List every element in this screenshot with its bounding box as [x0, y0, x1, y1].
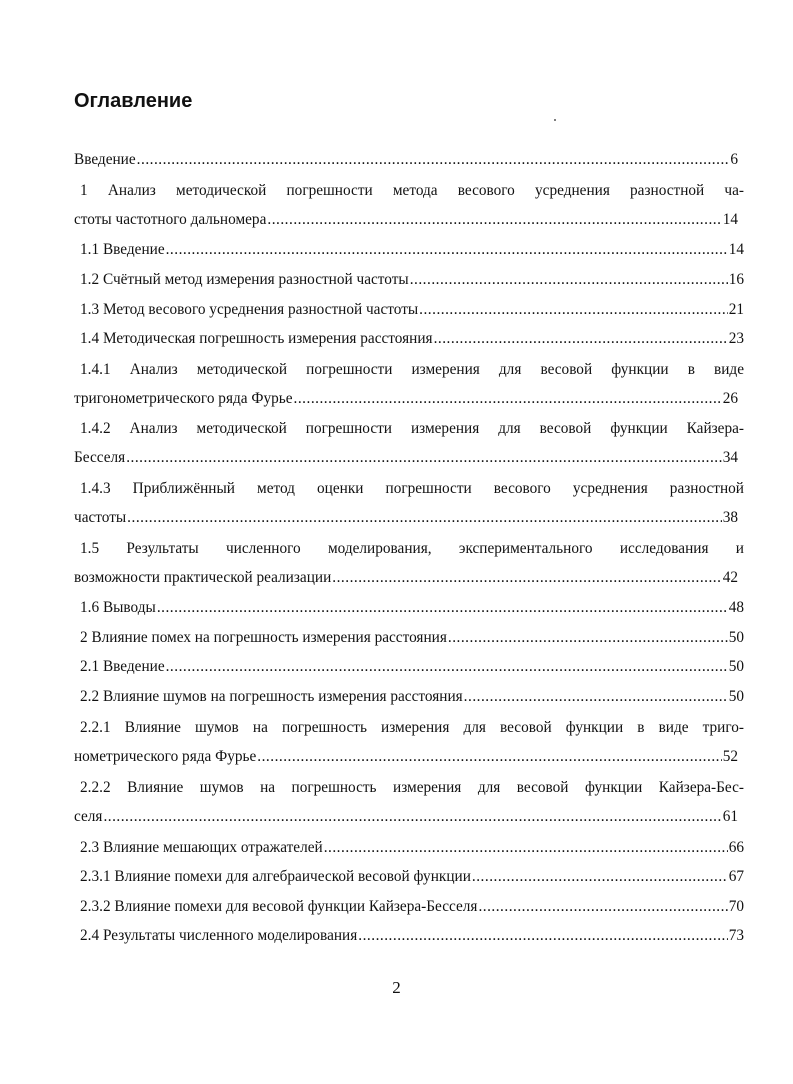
toc-entry-introduction[interactable] [74, 151, 738, 173]
toc-entry-2-3-1[interactable] [74, 868, 744, 890]
toc-entry-page: 16 [728, 271, 744, 288]
toc-entry-title: 1.2 Счётный метод измерения разностной частоты [80, 271, 409, 288]
toc-entry-2-3-2[interactable] [74, 898, 744, 920]
toc-entry-2-2-1-line1[interactable]: 2.2.1 Влияние шумов на погрешность измерения для весовой функции в виде триго- [80, 719, 744, 736]
toc-entry-2-2-1[interactable] [74, 748, 738, 770]
toc-entry-2[interactable] [74, 629, 744, 651]
dot-leader [166, 241, 728, 259]
dot-leader [294, 390, 722, 408]
dot-leader [478, 898, 727, 916]
dot-leader [419, 301, 728, 319]
dot-leader [137, 151, 730, 169]
toc-entry-page: 14 [728, 241, 744, 258]
toc-entry-page: 34 [722, 449, 738, 466]
toc-entry-1[interactable] [74, 211, 738, 233]
toc-entry-title: 2 Влияние помех на погрешность измерения расстояния [80, 629, 447, 646]
dot-leader [332, 569, 721, 587]
toc-entry-title: селя [74, 808, 103, 825]
toc-entry-title: 2.2 Влияние шумов на погрешность измерения расстояния [80, 688, 463, 705]
dot-leader [127, 509, 722, 527]
toc-entry-1-1[interactable] [74, 241, 744, 263]
toc-entry-1-3[interactable] [74, 301, 744, 323]
dot-leader [472, 868, 728, 886]
toc-entry-title: 1.4 Методическая погрешность измерения расстояния [80, 330, 433, 347]
toc-entry-title: 2.3 Влияние мешающих отражателей [80, 839, 323, 856]
toc-entry-1-4[interactable] [74, 330, 744, 352]
dot-leader [324, 839, 728, 857]
toc-entry-title: 1.3 Метод весового усреднения разностной частоты [80, 301, 419, 318]
dot-leader [448, 629, 728, 647]
toc-entry-title: Бесселя [74, 449, 126, 466]
dot-leader [358, 927, 727, 945]
toc-entry-1-2[interactable] [74, 271, 744, 293]
toc-entry-page: 21 [728, 301, 744, 318]
toc-entry-1-4-1[interactable] [74, 390, 738, 412]
toc-entry-1-line1[interactable]: 1 Анализ методической погрешности метода весового усреднения разностной ча- [80, 182, 744, 199]
toc-entry-title: 2.3.2 Влияние помехи для весовой функции Кайзера-Бесселя [80, 898, 478, 915]
toc-entry-page: 48 [728, 599, 744, 616]
toc-entry-1-4-3-line1[interactable]: 1.4.3 Приближённый метод оценки погрешности весового усреднения разностной [80, 480, 744, 497]
toc-entry-title: 2.1 Введение [80, 658, 165, 675]
toc-entry-page: 67 [728, 868, 744, 885]
toc-entry-page: 38 [722, 509, 738, 526]
toc-entry-1-4-1-line1[interactable]: 1.4.1 Анализ методической погрешности измерения для весовой функции в виде [80, 361, 744, 378]
toc-entry-page: 50 [728, 629, 744, 646]
page-number: 2 [392, 978, 401, 997]
toc-entry-page: 42 [722, 569, 738, 586]
toc-entry-title: тригонометрического ряда Фурье [74, 390, 293, 407]
toc-entry-2-1[interactable] [74, 658, 744, 680]
toc-entry-title: 2.3.1 Влияние помехи для алгебраической весовой функции [80, 868, 471, 885]
dot-leader [166, 658, 728, 676]
toc-entry-page: 52 [722, 748, 738, 765]
toc-heading: Оглавление [74, 90, 193, 112]
toc-entry-title: стоты частотного дальномера [74, 211, 267, 228]
toc-entry-page: 70 [728, 898, 744, 915]
dot-leader [257, 748, 721, 766]
toc-entry-1-4-3[interactable] [74, 509, 738, 531]
toc-entry-2-2-2[interactable] [74, 808, 738, 830]
toc-entry-page: 23 [728, 330, 744, 347]
toc-entry-page: 14 [722, 211, 738, 228]
toc-entry-2-4[interactable] [74, 927, 744, 949]
toc-entry-1-4-2-line1[interactable]: 1.4.2 Анализ методической погрешности измерения для весовой функции Кайзера- [80, 420, 744, 437]
toc-entry-1-4-2[interactable] [74, 449, 738, 471]
toc-entry-page: 50 [728, 658, 744, 675]
toc-entry-page: 66 [728, 839, 744, 856]
toc-entry-2-3[interactable] [74, 839, 744, 861]
toc-entry-page: 6 [730, 151, 738, 168]
toc-entry-page: 50 [728, 688, 744, 705]
dot-leader [157, 599, 728, 617]
dot-leader [126, 449, 722, 467]
dot-leader [103, 808, 721, 826]
toc-entry-page: 73 [728, 927, 744, 944]
toc-entry-page: 26 [722, 390, 738, 407]
toc-entry-title: нометрического ряда Фурье [74, 748, 257, 765]
toc-entry-page: 61 [722, 808, 738, 825]
dot-leader [267, 211, 721, 229]
toc-entry-2-2-2-line1[interactable]: 2.2.2 Влияние шумов на погрешность измерения для весовой функции Кайзера-Бес- [80, 779, 744, 796]
toc-entry-title: Введение [74, 151, 136, 168]
dot-leader [410, 271, 728, 289]
toc-entry-1-5[interactable] [74, 569, 738, 591]
toc-entry-1-5-line1[interactable]: 1.5 Результаты численного моделирования, экспериментального исследования и [80, 540, 744, 557]
toc-entry-title: возможности практической реализации [74, 569, 332, 586]
toc-entry-1-6[interactable] [74, 599, 744, 621]
toc-entry-title: 1.6 Выводы [80, 599, 156, 616]
dot-leader [464, 688, 728, 706]
toc-entry-2-2[interactable] [74, 688, 744, 710]
toc-entry-title: 2.4 Результаты численного моделирования [80, 927, 358, 944]
dot-leader [434, 330, 728, 348]
toc-entry-title: частоты [74, 509, 127, 526]
toc-entry-title: 1.1 Введение [80, 241, 165, 258]
scan-speck [554, 119, 556, 121]
